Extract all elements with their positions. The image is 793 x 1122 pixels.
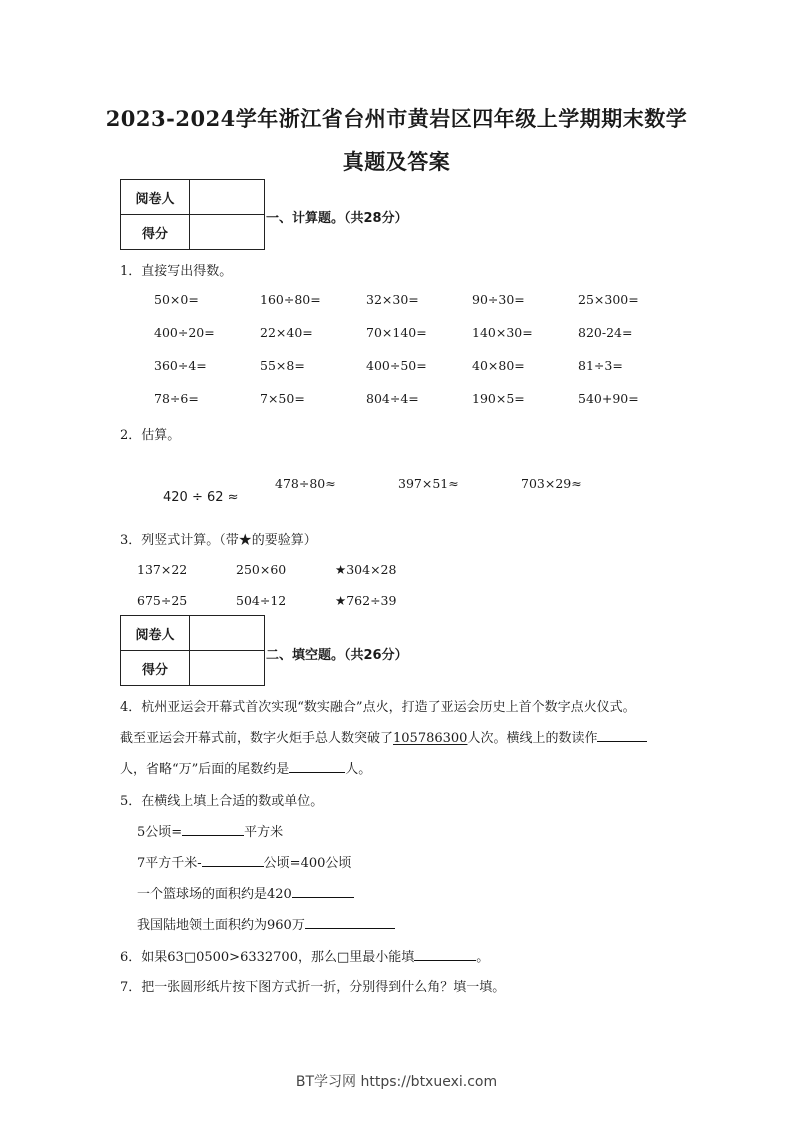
q6-end: 。 <box>476 950 490 965</box>
footer-watermark: BT学习网 https://btxuexi.com <box>295 1074 498 1090</box>
q1-expr: 25×300= <box>578 292 639 307</box>
q3-prompt: 3．列竖式计算。（带★的要验算） <box>120 533 317 548</box>
q1-expr: 540+90= <box>578 391 639 406</box>
q1-expr: 190×5= <box>472 391 525 406</box>
q1-expr: 22×40= <box>260 325 313 340</box>
q4-line3 <box>120 758 371 777</box>
q5-item-text: 5公顷= <box>137 825 183 840</box>
q1-expr: 160÷80= <box>260 292 321 307</box>
q5-blank[interactable] <box>202 852 264 867</box>
q5-item-unit: 平方米 <box>244 825 284 840</box>
q5-blank[interactable] <box>182 821 244 836</box>
q3-item: 250×60 <box>236 562 287 577</box>
q3-item: 504÷12 <box>236 593 287 608</box>
q4-line2-text-b: 人次。横线上的数读作 <box>467 731 598 746</box>
q1-expr: 70×140= <box>366 325 427 340</box>
q1-expr: 400÷50= <box>366 358 427 373</box>
q7-prompt: 7．把一张圆形纸片按下图方式折一折，分别得到什么角？填一填。 <box>120 980 506 995</box>
q5-item <box>137 914 395 933</box>
q1-expr: 820-24= <box>578 325 633 340</box>
q6-blank[interactable] <box>414 946 476 961</box>
grader-table-section1 <box>120 179 265 250</box>
q4-reading-blank[interactable] <box>597 727 647 742</box>
q3-item: 137×22 <box>137 562 188 577</box>
grader-label: 阅卷人 <box>121 616 190 651</box>
q5-item-text: 我国陆地领土面积约为960万 <box>137 918 305 933</box>
grader-value-cell <box>190 180 265 215</box>
q5-item-unit: 公顷=400公顷 <box>263 856 352 871</box>
document-title-line1: 2023-2024学年浙江省台州市黄岩区四年级上学期期末数学 <box>105 106 688 131</box>
score-value-cell <box>190 215 265 250</box>
q1-expr: 360÷4= <box>154 358 207 373</box>
score-label: 得分 <box>121 651 190 686</box>
q1-expr: 400÷20= <box>154 325 215 340</box>
q6-text: 6．如果63□0500>6332700，那么□里最小能填 <box>120 950 415 965</box>
section2-heading: 二、填空题。（共26分） <box>266 648 408 663</box>
section1-heading: 一、计算题。（共28分） <box>266 211 408 226</box>
q1-prompt: 1．直接写出得数。 <box>120 264 233 279</box>
score-value-cell <box>190 651 265 686</box>
q1-expr: 804÷4= <box>366 391 419 406</box>
q5-blank[interactable] <box>305 914 395 929</box>
q2-item: 420 ÷ 62 ≈ <box>163 490 239 505</box>
q1-expr: 7×50= <box>260 391 305 406</box>
q2-prompt-text: 2．估算。 <box>120 428 181 443</box>
q4-line3-text-a: 人，省略“万”后面的尾数约是 <box>120 762 290 777</box>
q1-expr: 78÷6= <box>154 391 199 406</box>
q5-item <box>137 883 354 902</box>
q3-item: ★304×28 <box>335 562 397 577</box>
q2-item: 478÷80≈ <box>275 476 336 491</box>
q2-item: 703×29≈ <box>521 476 582 491</box>
q5-item <box>137 852 351 871</box>
q4-approx-blank[interactable] <box>289 758 345 773</box>
document-title-line2: 真题及答案 <box>342 149 451 174</box>
q5-prompt: 5．在横线上填上合适的数或单位。 <box>120 794 324 809</box>
q5-blank[interactable] <box>292 883 354 898</box>
q4-line3-text-b: 人。 <box>345 762 372 777</box>
grader-value-cell <box>190 616 265 651</box>
score-label: 得分 <box>121 215 190 250</box>
q3-item: 675÷25 <box>137 593 188 608</box>
q6 <box>120 946 489 965</box>
q5-item <box>137 821 283 840</box>
q1-expr: 40×80= <box>472 358 525 373</box>
q4-line2-text-a: 截至亚运会开幕式前，数字火炬手总人数突破了 <box>120 731 394 746</box>
q2-item: 397×51≈ <box>398 476 459 491</box>
q3-item: ★762÷39 <box>335 593 397 608</box>
q1-expr: 50×0= <box>154 292 199 307</box>
q5-item-text: 7平方千米- <box>137 856 202 871</box>
q4-number-underlined: 105786300 <box>393 731 468 746</box>
q1-expr: 55×8= <box>260 358 305 373</box>
q1-expr: 140×30= <box>472 325 533 340</box>
q1-expr: 90÷30= <box>472 292 525 307</box>
q4-line1: 4．杭州亚运会开幕式首次实现“数实融合”点火，打造了亚运会历史上首个数字点火仪式。 <box>120 700 636 715</box>
grader-table-section2 <box>120 615 265 686</box>
q1-expr: 32×30= <box>366 292 419 307</box>
grader-label: 阅卷人 <box>121 180 190 215</box>
q1-expr: 81÷3= <box>578 358 623 373</box>
q5-item-text: 一个篮球场的面积约是420 <box>137 887 292 902</box>
q4-line2 <box>120 727 647 746</box>
